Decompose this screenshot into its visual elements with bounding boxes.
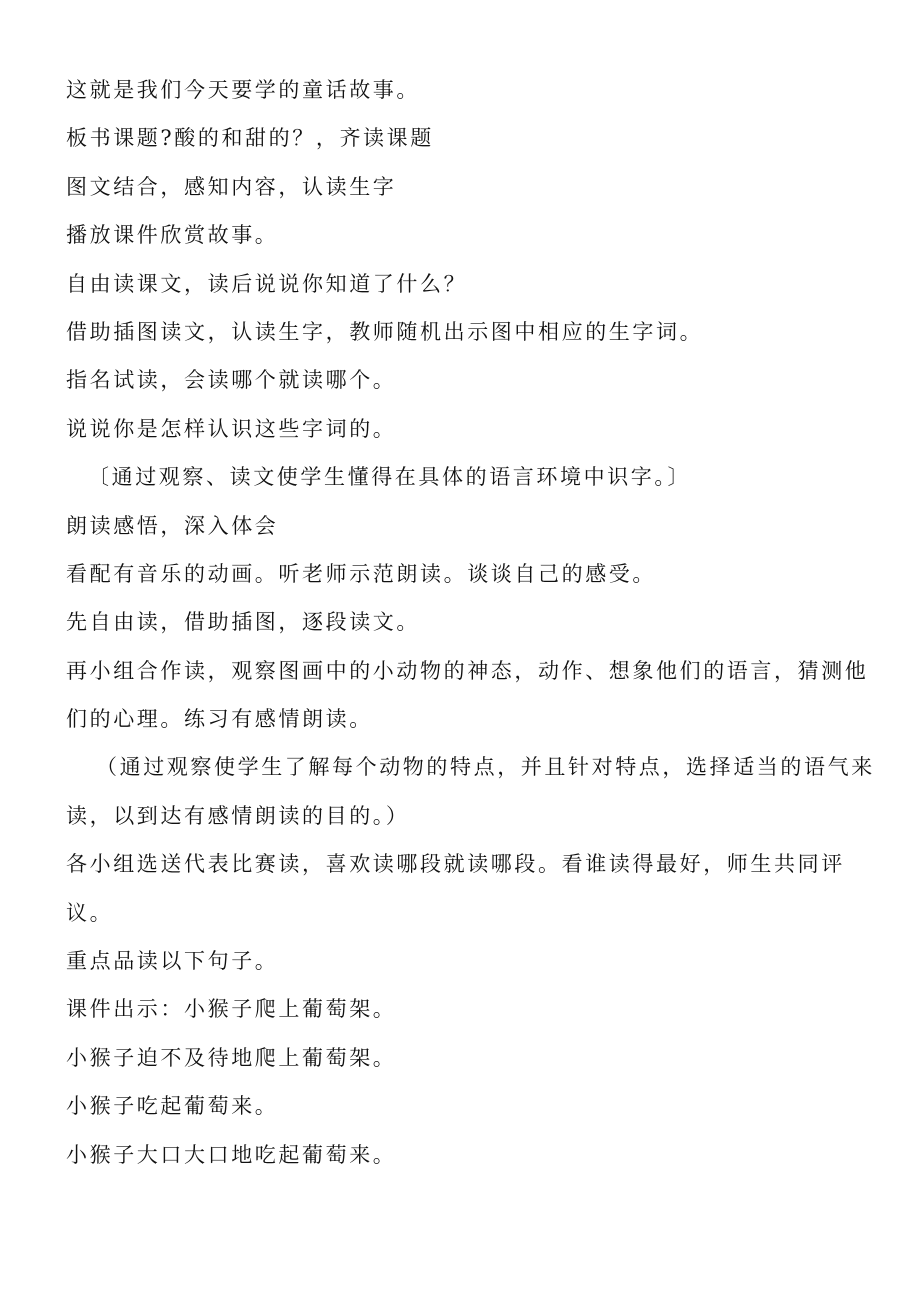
- text-line: 重点品读以下句子。: [66, 949, 279, 974]
- text-line: 先自由读，借助插图，逐段读文。: [66, 610, 420, 635]
- text-line: 各小组选送代表比赛读，喜欢读哪段就读哪段。看谁读得最好，师生共同评: [66, 852, 845, 877]
- example-sentence: 小猴子大口大口地吃起葡萄来。: [66, 1142, 397, 1167]
- text-line: 自由读课文，读后说说你知道了什么？: [66, 271, 468, 296]
- annotation-note: 〔通过观察、读文使学生懂得在具体的语言环境中识字。〕: [88, 465, 692, 490]
- text-line: 看配有音乐的动画。听老师示范朗读。谈谈自己的感受。: [66, 561, 656, 586]
- text-line: 议。: [66, 900, 114, 925]
- text-line: 板书课题?酸的和甜的？，齐读课题: [66, 126, 434, 151]
- annotation-note: （通过观察使学生了解每个动物的特点，并且针对特点，选择适当的语气来: [96, 755, 875, 780]
- example-sentence: 小猴子吃起葡萄来。: [66, 1094, 279, 1119]
- section-heading: 图文结合，感知内容，认读生字: [66, 174, 397, 199]
- section-heading: 朗读感悟，深入体会: [66, 513, 279, 538]
- document-body: [66, 66, 875, 1179]
- example-sentence: 课件出示：小猴子爬上葡萄架。: [66, 997, 397, 1022]
- text-line: 借助插图读文，认读生字，教师随机出示图中相应的生字词。: [66, 319, 704, 344]
- text-line: 指名试读，会读哪个就读哪个。: [66, 368, 397, 393]
- text-line: 这就是我们今天要学的童话故事。: [66, 78, 420, 102]
- annotation-note-continued: 读，以到达有感情朗读的目的。）: [66, 803, 410, 828]
- text-line: 们的心理。练习有感情朗读。: [66, 707, 373, 732]
- text-line: 说说你是怎样认识这些字词的。: [66, 416, 397, 441]
- example-sentence: 小猴子迫不及待地爬上葡萄架。: [66, 1045, 397, 1070]
- text-line: 再小组合作读，观察图画中的小动物的神态，动作、想象他们的语言，猜测他: [66, 658, 869, 683]
- text-line: 播放课件欣赏故事。: [66, 223, 279, 248]
